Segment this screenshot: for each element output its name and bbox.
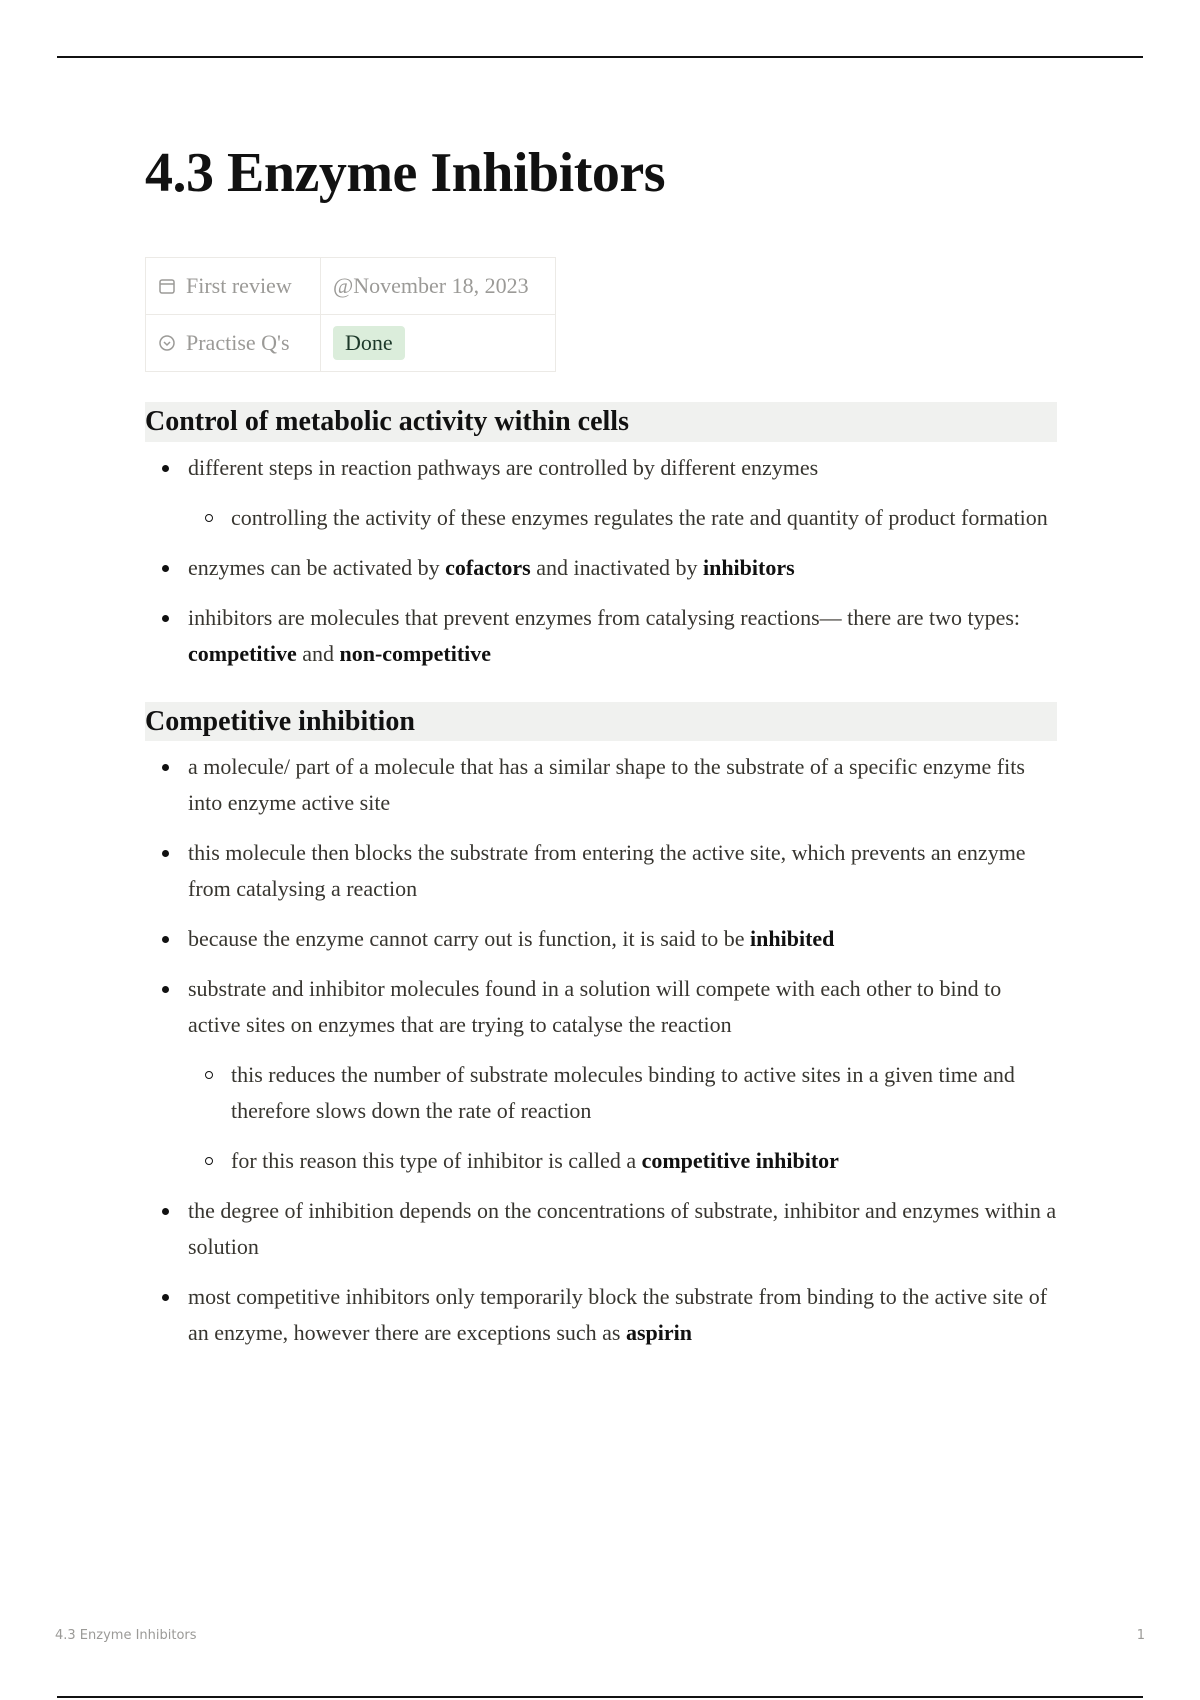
bullet-dot [162, 764, 169, 771]
property-value[interactable] [321, 315, 556, 372]
text-run: and inactivated by [530, 554, 703, 580]
property-key-label: Practise Q's [186, 330, 290, 356]
sub-list-item [188, 1143, 1057, 1179]
page-content [145, 140, 1057, 1365]
properties-table [145, 257, 556, 372]
status-icon [158, 334, 176, 352]
bullet-dot [162, 1294, 169, 1301]
bullet-dot [162, 936, 169, 943]
footer-title: 4.3 Enzyme Inhibitors [55, 1628, 197, 1643]
list-item-text: the degree of inhibition depends on the concentrations of substrate, inhibitor and enzymes within a solution [188, 1198, 1057, 1260]
bold-term: inhibited [750, 926, 835, 952]
sub-list [188, 1057, 1057, 1179]
property-key[interactable] [146, 315, 321, 372]
status-badge[interactable]: Done [333, 326, 405, 360]
page-title: 4.3 Enzyme Inhibitors [145, 142, 665, 204]
list-item-text: substrate and inhibitor molecules found in a solution will compete with each other to bind to active sites on enzymes that are trying to catalyse the reaction [188, 976, 1002, 1038]
top-rule [57, 56, 1143, 58]
list-item-text: a molecule/ part of a molecule that has a similar shape to the substrate of a specific enzyme fits into enzyme active site [188, 754, 1025, 816]
bold-term: competitive inhibitor [641, 1148, 839, 1174]
sub-list-item [188, 1057, 1057, 1129]
property-value[interactable]: @November 18, 2023 [321, 258, 556, 315]
list-item [145, 835, 1057, 907]
section-heading: Competitive inhibition [145, 702, 1057, 742]
list-item [145, 1279, 1057, 1351]
bullet-dot [162, 565, 169, 572]
bullet-dot [162, 465, 169, 472]
property-row [146, 315, 556, 372]
bold-term: competitive [188, 640, 297, 666]
list-item [145, 450, 1057, 536]
bullet-circle [205, 1071, 213, 1079]
bullet-dot [162, 1208, 169, 1215]
bullet-dot [162, 850, 169, 857]
list-item-text: controlling the activity of these enzymes regulates the rate and quantity of product formation [231, 504, 1048, 530]
text-run: for this reason this type of inhibitor is called a [231, 1148, 642, 1174]
bullet-circle [205, 1157, 213, 1165]
bold-term: aspirin [625, 1320, 693, 1346]
list-item [145, 600, 1057, 672]
bullet-dot [162, 986, 169, 993]
property-key[interactable] [146, 258, 321, 315]
text-run: and [296, 640, 340, 666]
list-item-text: different steps in reaction pathways are controlled by different enzymes [188, 454, 819, 480]
list-item [145, 550, 1057, 586]
bottom-rule [57, 1696, 1143, 1698]
bullet-dot [162, 615, 169, 622]
list-item-text: this molecule then blocks the substrate from entering the active site, which prevents an enzyme from catalysing a reaction [188, 840, 1026, 902]
list-item [145, 921, 1057, 957]
text-run: because the enzyme cannot carry out is function, it is said to be [188, 926, 751, 952]
calendar-icon [158, 277, 176, 295]
text-run: most competitive inhibitors only temporarily block the substrate from binding to the active site of an enzyme, however there are exceptions such as [188, 1284, 1048, 1346]
sub-list [188, 500, 1057, 536]
bold-term: cofactors [445, 554, 531, 580]
list-item [145, 971, 1057, 1179]
bullet-list [145, 749, 1057, 1351]
property-row [146, 258, 556, 315]
property-key-label: First review [186, 273, 292, 299]
list-item-text: this reduces the number of substrate molecules binding to active sites in a given time and therefore slows down the rate of reaction [231, 1062, 1015, 1124]
bullet-list [145, 450, 1057, 672]
text-run: inhibitors are molecules that prevent enzymes from catalysing reactions— there are two types: [188, 604, 1021, 630]
bold-term: inhibitors [702, 554, 795, 580]
sub-list-item [188, 500, 1057, 536]
list-item [145, 749, 1057, 821]
page-number: 1 [1136, 1628, 1145, 1643]
section-heading: Control of metabolic activity within cells [145, 402, 1057, 442]
text-run: enzymes can be activated by [188, 554, 446, 580]
bold-term: non-competitive [339, 640, 492, 666]
list-item [145, 1193, 1057, 1265]
bullet-circle [205, 514, 213, 522]
